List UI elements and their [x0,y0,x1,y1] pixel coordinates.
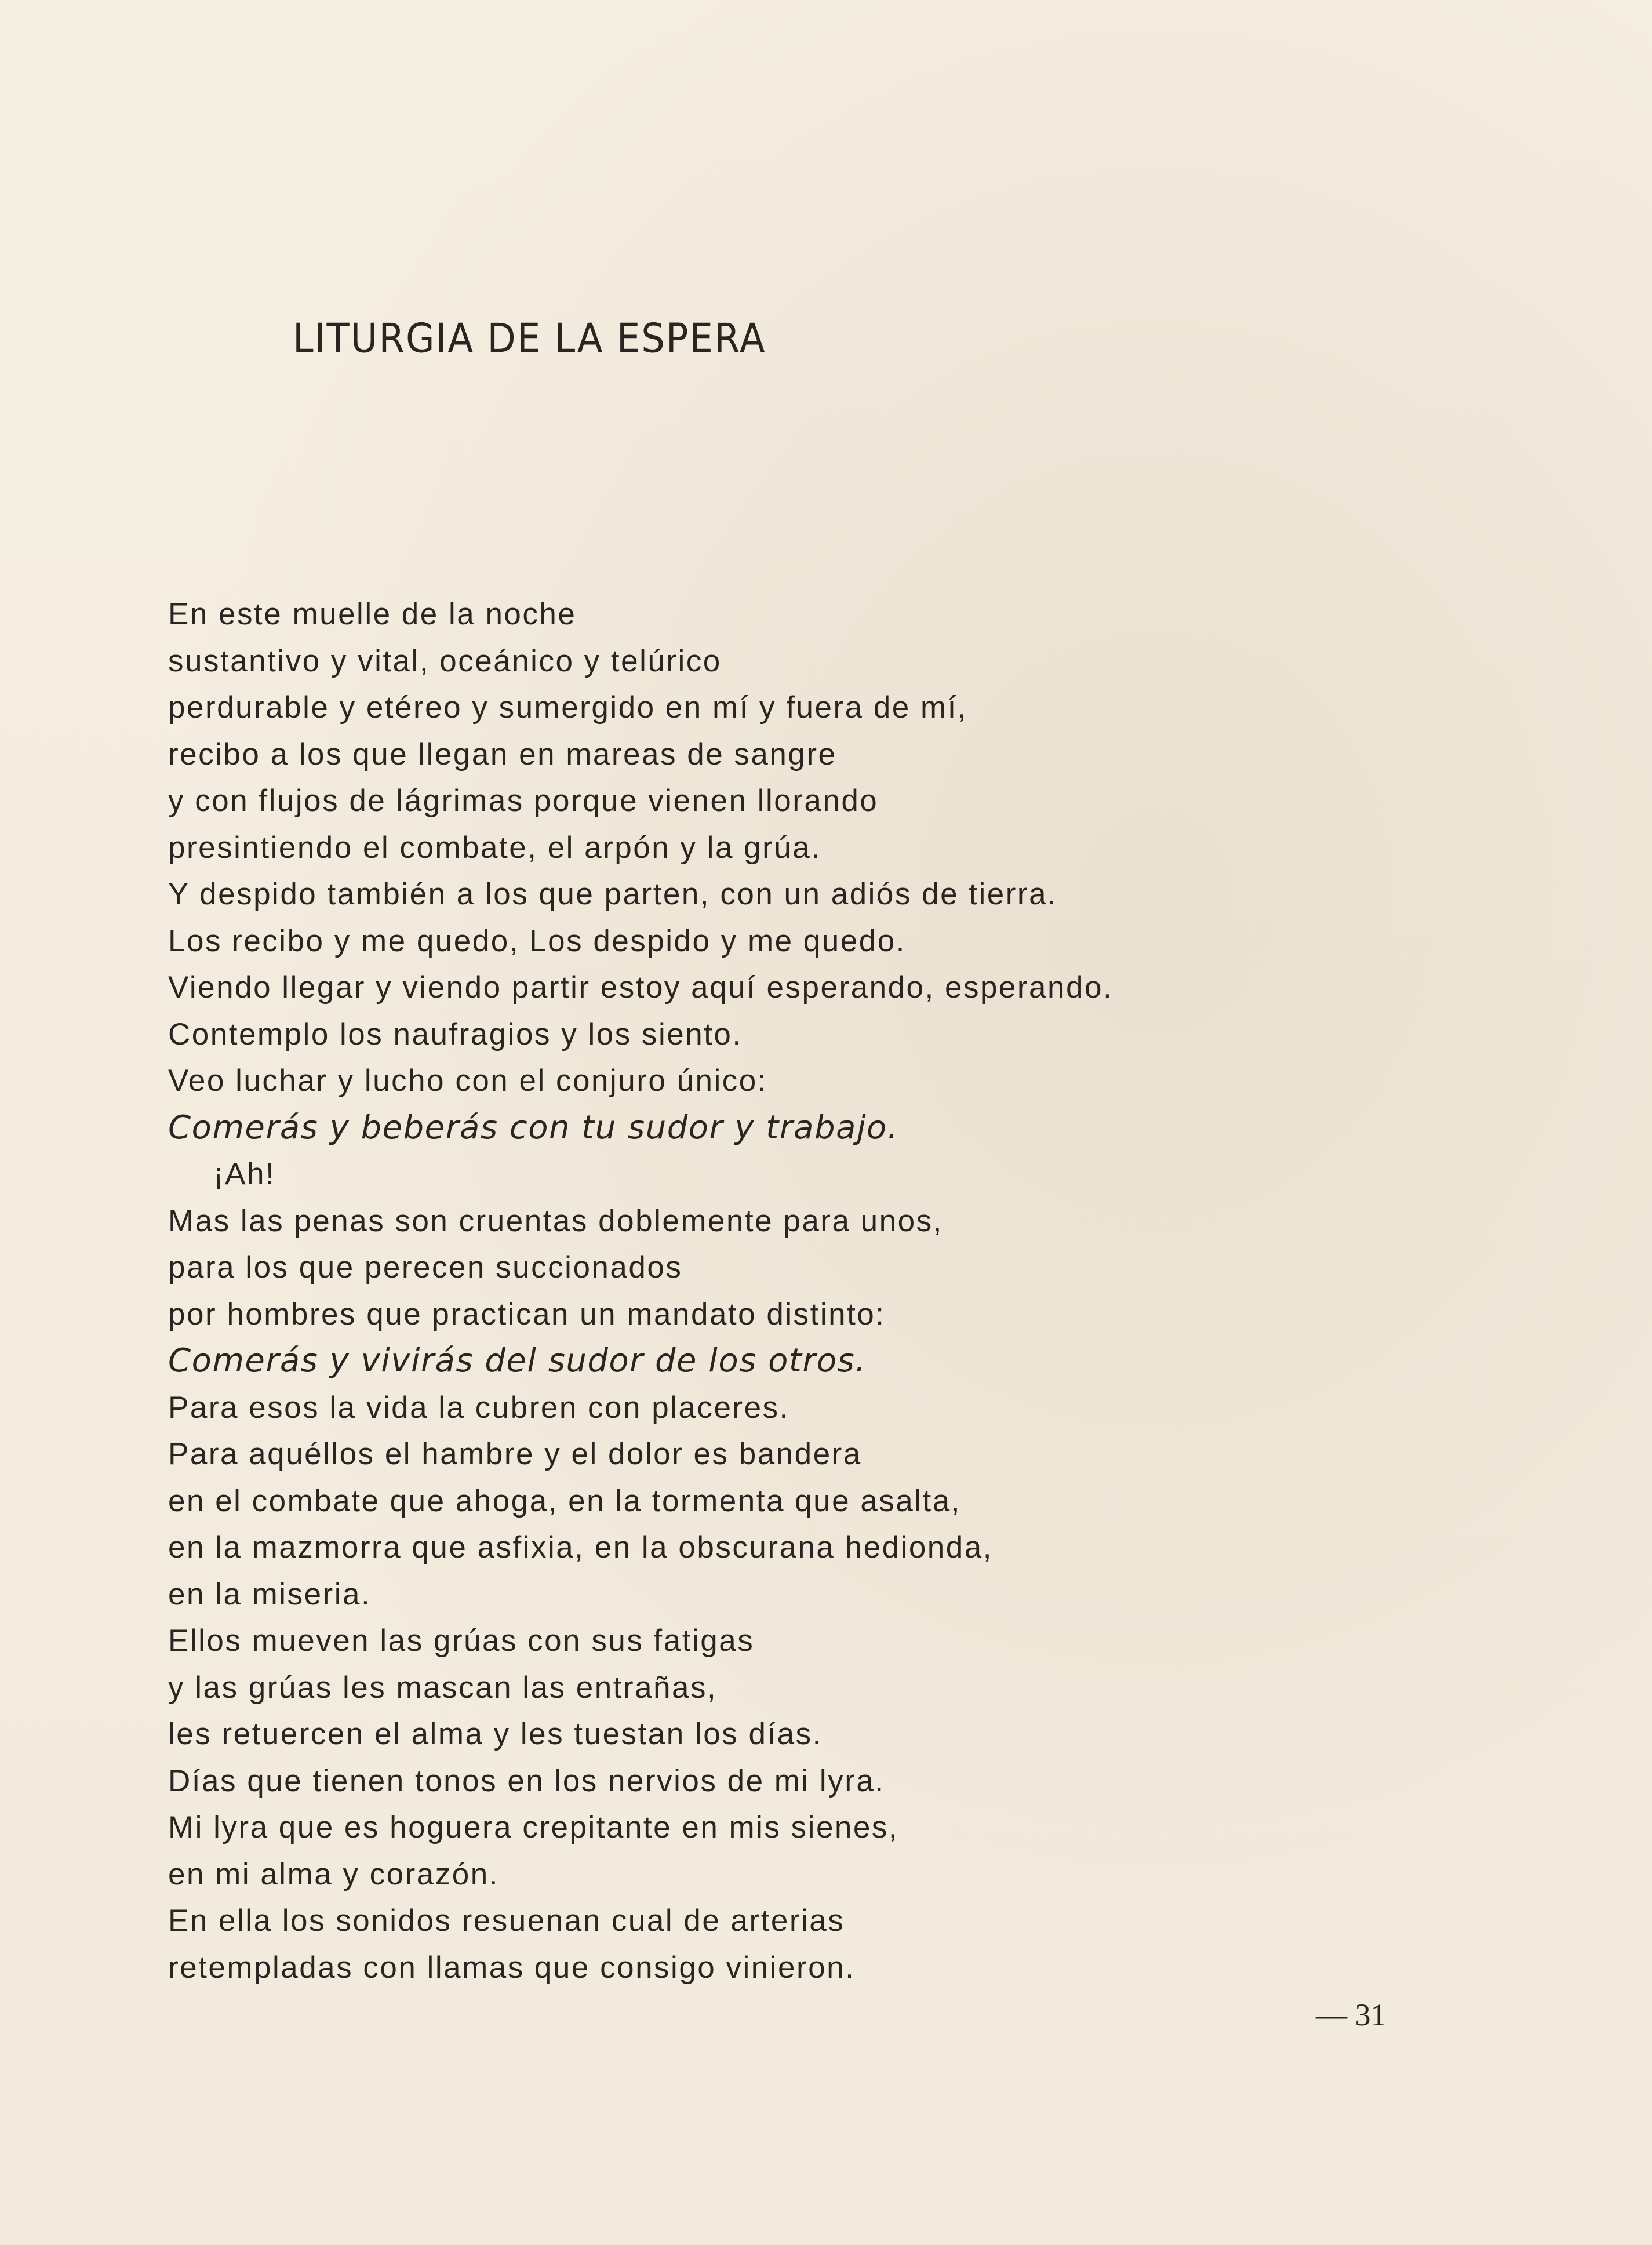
poem-line: Mi lyra que es hoguera crepitante en mis sienes, [168,1810,899,1844]
poem-line: en mi alma y corazón. [168,1857,499,1891]
poem-line: presintiendo el combate, el arpón y la grúa. [168,830,821,865]
poem-line: para los que perecen succionados [168,1250,683,1285]
poem-line: en la mazmorra que asfixia, en la obscurana hedionda, [168,1530,993,1564]
poem-line: retempladas con llamas que consigo vinieron. [168,1950,856,1985]
poem-line: En este muelle de la noche [168,597,577,631]
poem-line: Los recibo y me quedo, Los despido y me quedo. [168,923,906,958]
poem-line: ¡Ah! [213,1157,276,1191]
poem-line: Ellos mueven las grúas con sus fatigas [168,1624,755,1658]
poem-title: LITURGIA DE LA ESPERA [293,316,766,362]
poem-line: y con flujos de lágrimas porque vienen llorando [168,784,879,818]
poem-line: Para esos la vida la cubren con placeres. [168,1390,789,1425]
poem-line: y las grúas les mascan las entrañas, [168,1670,718,1705]
poem-line: en el combate que ahoga, en la tormenta que asalta, [168,1483,961,1518]
poem-line: perdurable y etéreo y sumergido en mí y fuera de mí, [168,690,968,725]
poem-line: recibo a los que llegan en mareas de sangre [168,737,837,772]
poem-line: En ella los sonidos resuenan cual de arterias [168,1904,845,1938]
poem-line-italic: Comerás y beberás con tu sudor y trabajo. [168,1108,899,1147]
page-number: — 31 [1316,1997,1387,2032]
poem-line: Días que tienen tonos en los nervios de mi lyra. [168,1763,885,1798]
poem-line: Viendo llegar y viendo partir estoy aquí esperando, esperando. [168,970,1114,1005]
poem-line-italic: Comerás y vivirás del sudor de los otros. [168,1342,867,1380]
poem-line: Veo luchar y lucho con el conjuro único: [168,1064,767,1098]
poem-line: les retuercen el alma y les tuestan los días. [168,1717,823,1751]
poem-line: por hombres que practican un mandato distinto: [168,1297,886,1331]
poem-line: Y despido también a los que parten, con un adiós de tierra. [168,877,1058,911]
poem-line: Para aquéllos el hambre y el dolor es bandera [168,1437,862,1471]
poem-line: en la miseria. [168,1577,372,1611]
poem-line: Mas las penas son cruentas doblemente para unos, [168,1203,943,1238]
poem-line: Contemplo los naufragios y los siento. [168,1017,743,1051]
poem-line: sustantivo y vital, oceánico y telúrico [168,643,722,678]
